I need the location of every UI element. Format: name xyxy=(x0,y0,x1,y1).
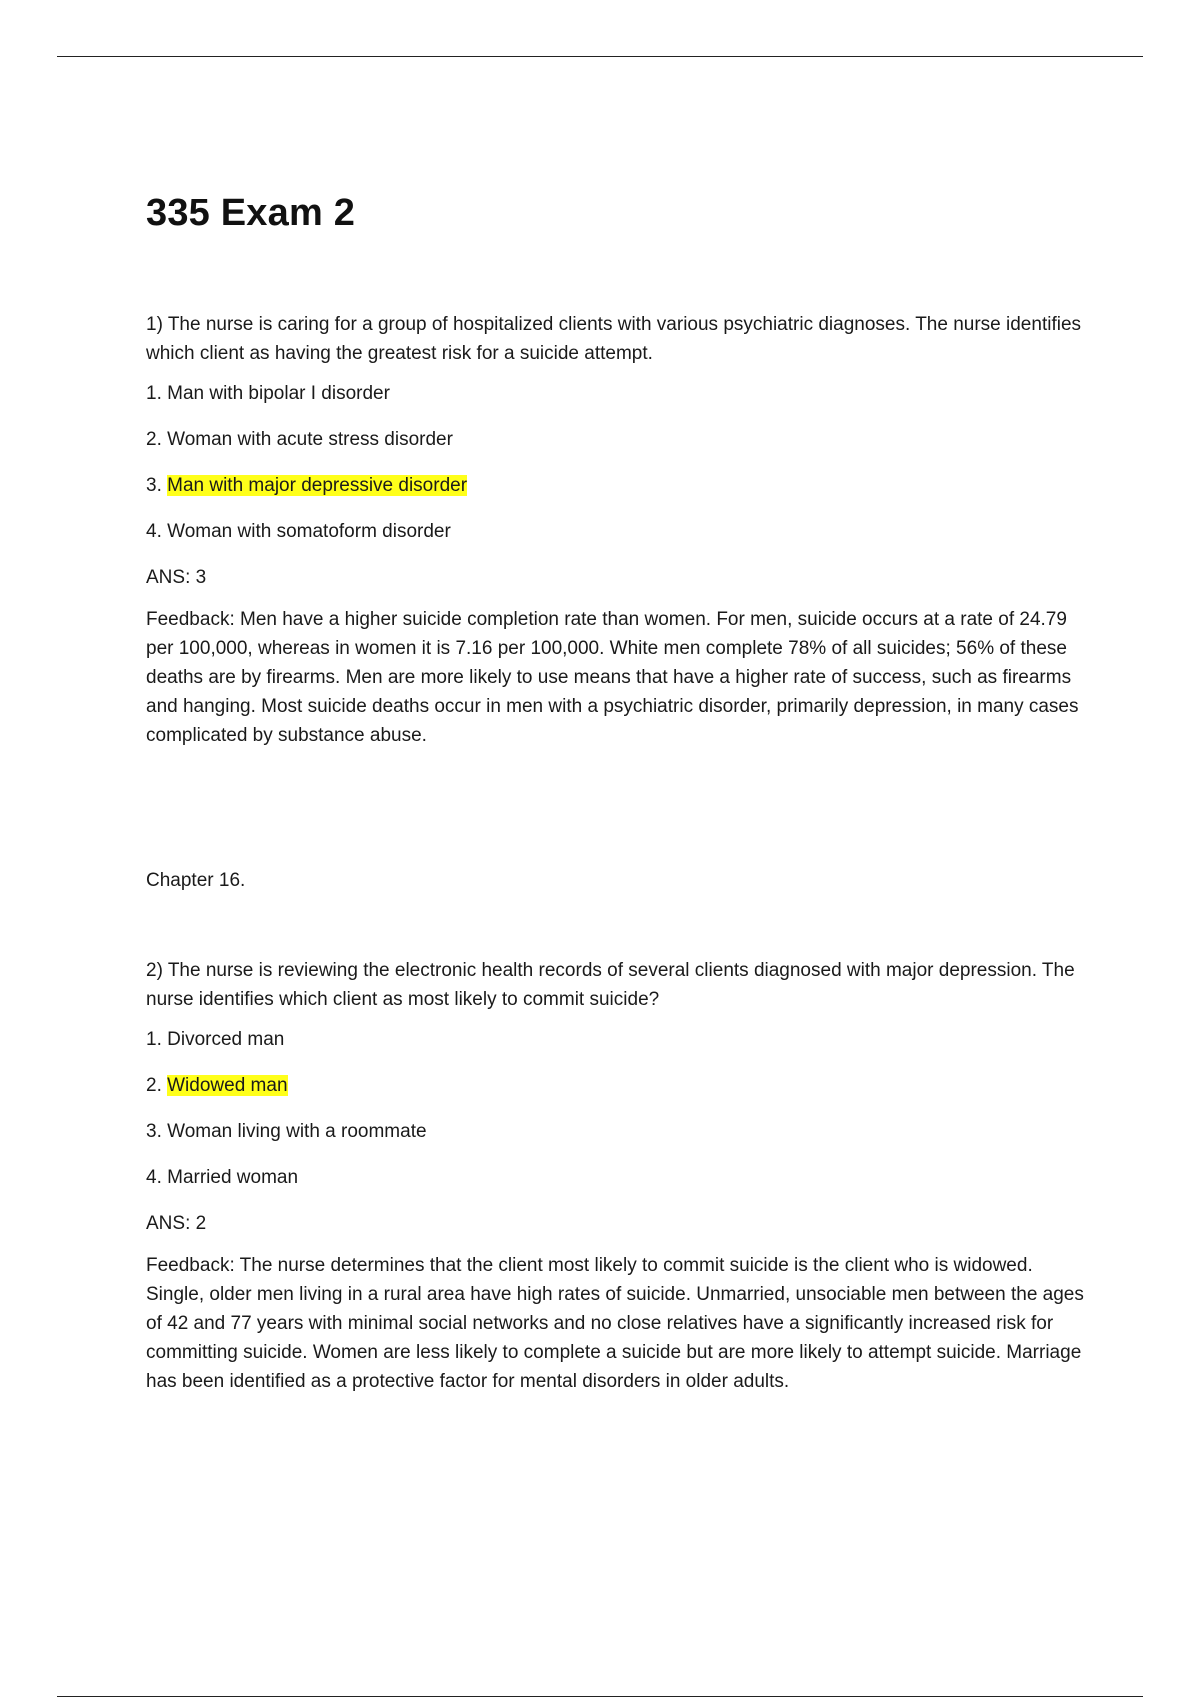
option-text: Woman with somatoform disorder xyxy=(167,521,451,542)
chapter-label: Chapter 16. xyxy=(146,870,246,891)
option-number: 3. xyxy=(146,475,168,496)
feedback-text: Feedback: Men have a higher suicide completion rate than women. For men, suicide occurs at a rate of 24.79 per 100,000, whereas in women it is 7.16 per 100,000. White men complete 78% of all suicides; 56% of these deaths are by firearms. Men are more likely to use means that have a higher rate of success, such as firearms and hanging. Most suicide deaths occur in men with a psychiatric disorder, primarily depression, in many cases complicated by substance abuse. xyxy=(146,609,1079,746)
answer-option xyxy=(146,1117,1096,1146)
answer-option xyxy=(146,379,1096,408)
answer-key: ANS: 3 xyxy=(146,567,207,588)
option-number: 1. xyxy=(146,1029,168,1050)
option-number: 3. xyxy=(146,1121,168,1142)
answer-option xyxy=(146,1163,1096,1192)
answer-option-correct xyxy=(146,1071,1096,1100)
option-text: Man with bipolar I disorder xyxy=(167,383,390,404)
question-text: 1) The nurse is caring for a group of hospitalized clients with various psychiatric diagnoses. The nurse identifies which client as having the greatest risk for a suicide attempt. xyxy=(146,314,1082,364)
answer-option-correct xyxy=(146,471,1096,500)
answer-option xyxy=(146,425,1096,454)
document-title: 335 Exam 2 xyxy=(146,192,356,234)
option-number: 2. xyxy=(146,1075,168,1096)
top-rule xyxy=(57,56,1143,57)
highlighted-option-text: Man with major depressive disorder xyxy=(167,475,468,496)
question-block-2 xyxy=(146,956,1096,1396)
option-text: Woman living with a roommate xyxy=(167,1121,427,1142)
answer-option xyxy=(146,1025,1096,1054)
option-text: Married woman xyxy=(167,1167,299,1188)
bottom-rule xyxy=(57,1696,1143,1697)
option-number: 4. xyxy=(146,1167,168,1188)
option-text: Divorced man xyxy=(167,1029,285,1050)
option-number: 4. xyxy=(146,521,168,542)
highlighted-option-text: Widowed man xyxy=(167,1075,288,1096)
option-number: 2. xyxy=(146,429,168,450)
answer-key: ANS: 2 xyxy=(146,1213,207,1234)
question-block-1 xyxy=(146,310,1096,750)
answer-option xyxy=(146,517,1096,546)
question-text: 2) The nurse is reviewing the electronic health records of several clients diagnosed with major depression. The nurse identifies which client as most likely to commit suicide? xyxy=(146,960,1075,1010)
option-number: 1. xyxy=(146,383,168,404)
option-text: Woman with acute stress disorder xyxy=(167,429,453,450)
feedback-text: Feedback: The nurse determines that the client most likely to commit suicide is the client who is widowed. Single, older men living in a rural area have high rates of suicide. Unmarried, unsociable men between the ages of 42 and 77 years with minimal social networks and no close relatives have a significantly increased risk for committing suicide. Women are less likely to complete a suicide but are more likely to attempt suicide. Marriage has been identified as a protective factor for mental disorders in older adults. xyxy=(146,1255,1084,1392)
